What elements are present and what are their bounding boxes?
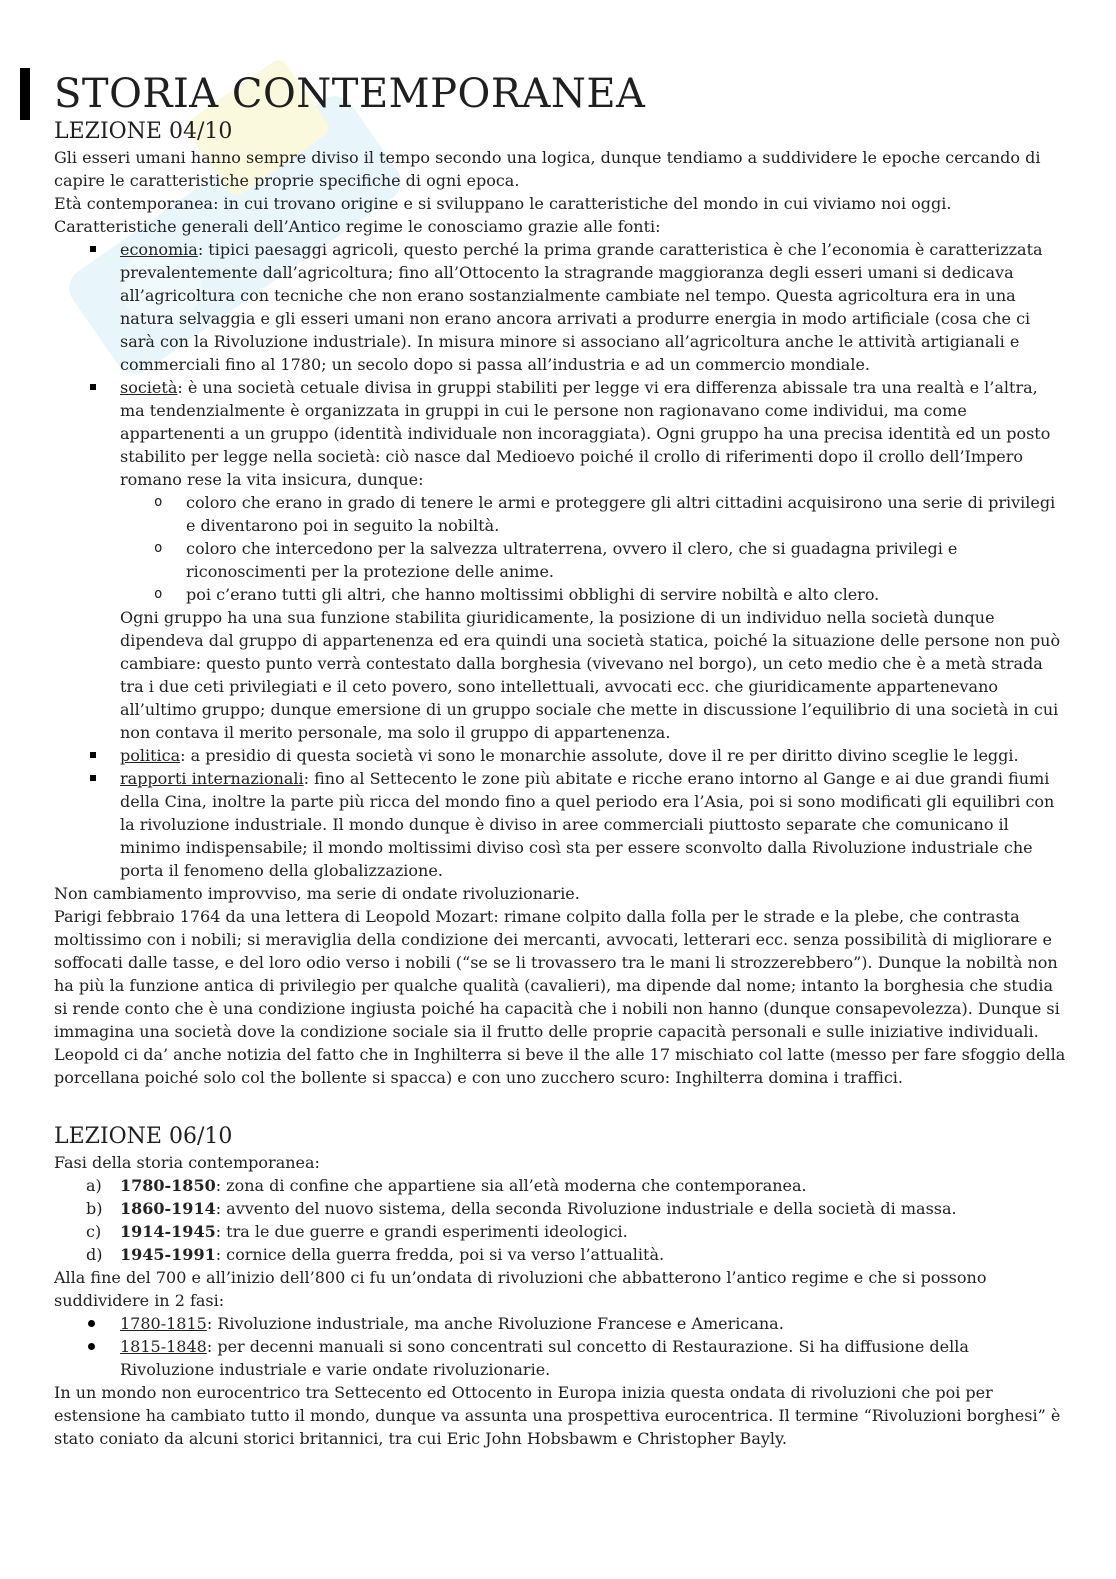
economia-text: : tipici paesaggi agricoli, questo perché la prima grande caratteristica è che l’economia è caratterizzata prevalentemente dall’agricoltura; fino all’Ottocento la stragrande maggioranza degli esseri umani si dedicava all’agricoltura con tecniche che non erano sostanzialmente cambiate nel tempo. Questa agricoltura era in una natura selvaggia e gli esseri umani non erano ancora arrivati a produrre energia in modo artificiale (cosa che ci sarà con la Rivoluzione industriale). In misura minore si associano all’agricoltura anche le attività artigianali e commerciali fino al 1780; un secolo dopo si passa all’industria e ad un commercio mondiale. [120, 240, 1043, 374]
list-item: o coloro che erano in grado di tenere le armi e proteggere gli altri cittadini acquisirono una serie di privilegi e diventarono poi in seguito la nobiltà. [54, 491, 1066, 537]
lesson-heading-0410: LEZIONE 04/10 [54, 119, 233, 144]
list-item-economia [54, 238, 1066, 376]
list-item: b) 1860-1914: avvento del nuovo sistema, della seconda Rivoluzione industriale e della società di massa. [86, 1199, 957, 1218]
list-item: a) 1780-1850: zona di confine che appartiene sia all’età moderna che contemporanea. [86, 1176, 807, 1195]
list-item: 1815-1848: per decenni manuali si sono concentrati sul concetto di Restaurazione. Si ha diffusione della Rivoluzione industriale e varie ondate rivoluzionarie. [54, 1335, 1066, 1381]
characteristics-list-cont [54, 744, 1066, 882]
list-item-politica [54, 744, 1066, 767]
document-page [54, 70, 1066, 1450]
paragraph: Caratteristiche generali dell’Antico regime le conosciamo grazie alle fonti: [54, 217, 661, 236]
list-item-societa [54, 376, 1066, 491]
rapporti-text: : fino al Settecento le zone più abitate e ricche erano intorno al Gange e ai due grandi fiumi della Cina, inoltre la parte più ricca del mondo fino a quel periodo era l’Asia, poi si sono modificati gli equilibri con la rivoluzione industriale. Il mondo dunque è diviso in aree commerciali piuttosto separate che comunicano il minimo indispensabile; il mondo moltissimi diviso così sta per essere sconvolto dalla Rivoluzione industriale che porta il fenomeno della globalizzazione. [120, 769, 1055, 880]
phases-list [54, 1174, 1066, 1266]
heading-bar-marker [20, 68, 30, 120]
paragraph: Fasi della storia contemporanea: [54, 1153, 320, 1172]
paragraph: Alla fine del 700 e all’inizio dell’800 ci fu un’ondata di rivoluzioni che abbatterono l’antico regime e che si possono suddividere in 2 fasi: [54, 1268, 987, 1310]
paragraph: Non cambiamento improvviso, ma serie di ondate rivoluzionarie. [54, 884, 580, 903]
paragraph: Età contemporanea: in cui trovano origine e si sviluppano le caratteristiche del mondo in cui viviamo noi oggi. [54, 194, 952, 213]
characteristics-list [54, 238, 1066, 491]
politica-label: politica [120, 746, 181, 765]
list-item: 1780-1815: Rivoluzione industriale, ma anche Rivoluzione Francese e Americana. [54, 1312, 1066, 1335]
page-title: STORIA CONTEMPORANEA [54, 71, 646, 117]
list-item: o coloro che intercedono per la salvezza ultraterrena, ovvero il clero, che si guadagna privilegi e riconoscimenti per la protezione delle anime. [54, 537, 1066, 583]
list-item: d) 1945-1991: cornice della guerra fredda, poi si va verso l’attualità. [86, 1245, 665, 1264]
economia-label: economia [120, 240, 198, 259]
societa-label: società [120, 378, 178, 397]
paragraph: Ogni gruppo ha una sua funzione stabilita giuridicamente, la posizione di un individuo nella società dunque dipendeva dal gruppo di appartenenza ed era quindi una società statica, poiché la situazione delle persone non può cambiare: questo punto verrà contestato dalla borghesia (vivevano nel borgo), un ceto medio che è a metà strada tra i due ceti privilegiati e il ceto povero, sono intellettuali, avvocati ecc. che giuridicamente appartenevano all’ultimo gruppo; dunque emersione di un gruppo sociale che mette in discussione l’equilibrio di una società in cui non contava il merito personale, ma solo il gruppo di appartenenza. [120, 608, 1061, 742]
list-item: c) 1914-1945: tra le due guerre e grandi esperimenti ideologici. [86, 1222, 628, 1241]
lesson-heading-0610: LEZIONE 06/10 [54, 1124, 233, 1149]
paragraph: Gli esseri umani hanno sempre diviso il tempo secondo una logica, dunque tendiamo a suddividere le epoche cercando di capire le caratteristiche proprie specifiche di ogni epoca. [54, 148, 1041, 190]
social-groups-list [54, 491, 1066, 606]
list-item-rapporti [54, 767, 1066, 882]
list-item: o poi c’erano tutti gli altri, che hanno moltissimi obblighi di servire nobiltà e alto clero. [54, 583, 1066, 606]
societa-text: : è una società cetuale divisa in gruppi stabiliti per legge vi era differenza abissale tra una realtà e l’altra, ma tendenzialmente è organizzata in gruppi in cui le persone non ragionavano come individui, ma come appartenenti a un gruppo (identità individuale non incoraggiata). Ogni gruppo ha una precisa identità ed un posto stabilito per legge nella società: ciò nasce dal Medioevo poiché il crollo di riferimenti dopo il crollo dell’Impero romano rese la vita insicura, dunque: [120, 378, 1051, 489]
revolution-phases-list [54, 1312, 1066, 1381]
rapporti-label: rapporti internazionali [120, 769, 304, 788]
paragraph: In un mondo non eurocentrico tra Settecento ed Ottocento in Europa inizia questa ondata di rivoluzioni che poi per estensione ha cambiato tutto il mondo, dunque va assunta una prospettiva eurocentrica. Il termine “Rivoluzioni borghesi” è stato coniato da alcuni storici britannici, tra cui Eric John Hobsbawm e Christopher Bayly. [54, 1383, 1061, 1448]
politica-text: : a presidio di questa società vi sono le monarchie assolute, dove il re per diritto divino sceglie le leggi. [180, 746, 1019, 765]
paragraph: Parigi febbraio 1764 da una lettera di Leopold Mozart: rimane colpito dalla folla per le strade e la plebe, che contrasta moltissimo con i nobili; si meraviglia della condizione dei mercanti, avvocati, letterari ecc. senza possibilità di migliorare e soffocati dalle tasse, e del loro odio verso i nobili (“se se li trovassero tra le mani li strozzerebbero”). Dunque la nobiltà non ha più la funzione antica di privilegio per qualche qualità (cavalieri), ma dipende dal nome; intanto la borghesia che studia si rende conto che è una condizione ingiusta poiché ha capacità che i nobili non hanno (dunque consapevolezza). Dunque si immagina una società dove la condizione sociale sia il frutto delle proprie capacità personali e sulle iniziative individuali. Leopold ci da’ anche notizia del fatto che in Inghilterra si beve il the alle 17 mischiato col latte (messo per fare sfoggio della porcellana poiché solo col the bollente si spacca) e con uno zucchero scuro: Inghilterra domina i traffici. [54, 907, 1066, 1087]
